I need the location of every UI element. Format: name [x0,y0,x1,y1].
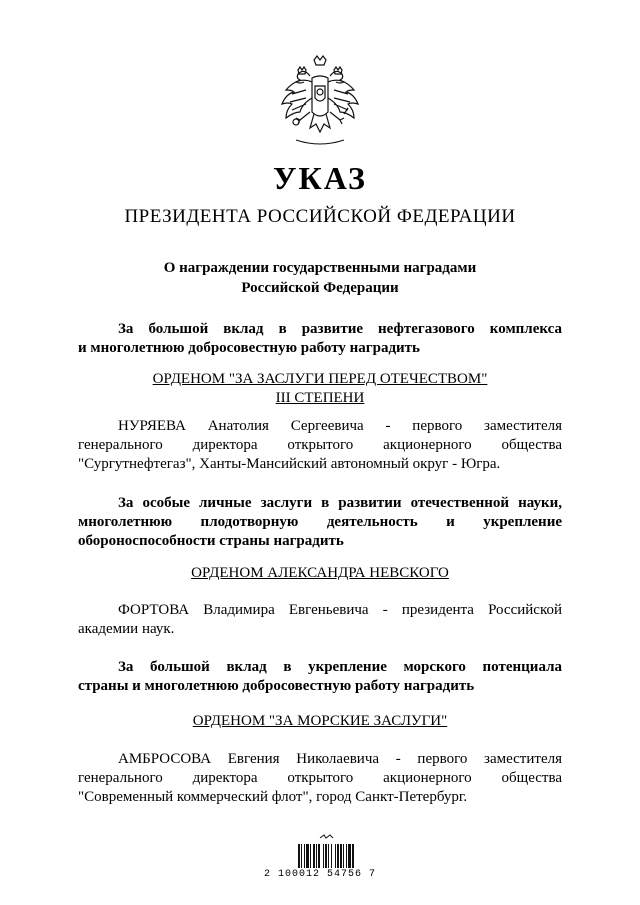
paragraph-line: многолетнюю плодотворную деятельность и укрепление [78,514,562,530]
document-issuer: ПРЕЗИДЕНТА РОССИЙСКОЙ ФЕДЕРАЦИИ [124,206,516,227]
document-subject [0,258,640,298]
award-reason-paragraph [78,494,562,551]
paragraph-line: НУРЯЕВА Анатолия Сергеевича - первого заместителя [118,418,562,434]
recipient-paragraph [78,750,562,807]
coat-of-arms-emblem [276,54,364,150]
paragraph-line: "Сургутнефтегаз", Ханты-Мансийский автономный округ - Югра. [78,456,501,472]
paragraph-line: "Современный коммерческий флот", город Санкт-Петербург. [78,789,468,805]
order-line: III СТЕПЕНИ [275,390,365,406]
subject-line: О награждении государственными наградами [163,260,477,276]
recipient-paragraph [78,601,562,639]
paragraph-line: страны и многолетнюю добросовестную работу наградить [78,678,475,694]
paragraph-line: За большой вклад в развитие нефтегазового комплекса [118,321,562,337]
order-name [0,712,640,731]
subject-line: Российской Федерации [241,280,399,296]
paragraph-line: генерального директора открытого акционерного общества [78,437,562,453]
paragraph-line: ФОРТОВА Владимира Евгеньевича - президента Российской [118,602,562,618]
order-line: ОРДЕНОМ "ЗА МОРСКИЕ ЗАСЛУГИ" [192,713,448,729]
barcode-graphic [296,834,368,874]
paragraph-line: За большой вклад в укрепление морского потенциала [118,659,562,675]
paragraph-line: академии наук. [78,621,175,637]
paragraph-line: За особые личные заслуги в развитии отечественной науки, [118,495,562,511]
paragraph-line: генерального директора открытого акционерного общества [78,770,562,786]
document-title: УКАЗ [273,160,367,196]
order-line: ОРДЕНОМ АЛЕКСАНДРА НЕВСКОГО [191,565,449,581]
paragraph-line: АМБРОСОВА Евгения Николаевича - первого заместителя [118,751,562,767]
award-reason-paragraph [78,658,562,696]
order-name [0,564,640,583]
order-line: ОРДЕНОМ "ЗА ЗАСЛУГИ ПЕРЕД ОТЕЧЕСТВОМ" [152,371,488,387]
paragraph-line: обороноспособности страны наградить [78,533,344,549]
barcode-number: 2 100012 54756 7 [263,869,376,880]
recipient-paragraph [78,417,562,474]
order-name [0,370,640,408]
paragraph-line: и многолетнюю добросовестную работу наградить [78,340,420,356]
award-reason-paragraph [78,320,562,358]
